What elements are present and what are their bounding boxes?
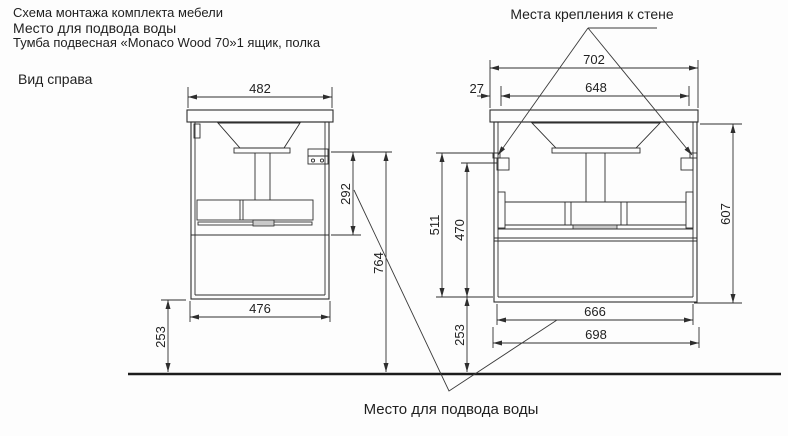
side-countertop <box>187 110 333 122</box>
side-view-drawing <box>187 110 333 299</box>
dim-front-body-width: 666 <box>584 304 606 319</box>
dim-front-body-height: 607 <box>718 203 733 225</box>
dim-side-connection-to-shelf: 292 <box>338 183 353 205</box>
title-line-3: Тумба подвесная «Monaco Wood 70»1 ящик, полка <box>13 35 321 50</box>
dim-side-body-depth: 476 <box>249 301 271 316</box>
water-supply-label: Место для подвода воды <box>363 401 539 418</box>
dim-front-floor-clearance: 253 <box>452 324 467 346</box>
title-line-1: Схема монтажа комплекта мебели <box>13 5 223 20</box>
side-drawer-box <box>197 200 313 220</box>
front-view-dimensions <box>427 52 742 372</box>
dim-side-floor-clearance: 253 <box>153 326 168 348</box>
front-basin <box>532 123 660 148</box>
front-left-wall-bracket <box>493 153 509 170</box>
side-drain-pipe <box>255 153 270 200</box>
side-basin-lip <box>234 148 290 153</box>
front-shelf-assembly <box>498 192 693 229</box>
side-view-caption: Вид справа <box>18 71 93 87</box>
dim-front-countertop-width: 702 <box>583 52 605 67</box>
dim-front-mount-edge-offset: 27 <box>469 81 484 96</box>
dim-front-overall-width: 698 <box>585 327 607 342</box>
front-right-wall-bracket <box>681 153 697 170</box>
dim-side-floor-to-connection: 764 <box>371 252 386 274</box>
title-line-2: Место для подвода воды <box>13 20 177 36</box>
dim-front-inner-height: 470 <box>452 219 467 241</box>
front-drain-pipe <box>586 153 605 202</box>
dim-side-countertop-depth: 482 <box>249 81 271 96</box>
front-countertop <box>490 110 698 122</box>
front-basin-lip <box>552 148 640 153</box>
front-view-drawing <box>490 110 698 302</box>
side-drawer-divider <box>240 200 243 220</box>
dim-front-mount-spacing: 648 <box>585 80 607 95</box>
side-view-dimensions <box>153 81 392 372</box>
front-cabinet-body <box>494 122 697 302</box>
wall-mount-label: Места крепления к стене <box>510 6 674 22</box>
dim-front-mount-height: 511 <box>427 214 442 236</box>
side-basin <box>218 123 300 148</box>
side-siphon-trap <box>253 220 274 226</box>
